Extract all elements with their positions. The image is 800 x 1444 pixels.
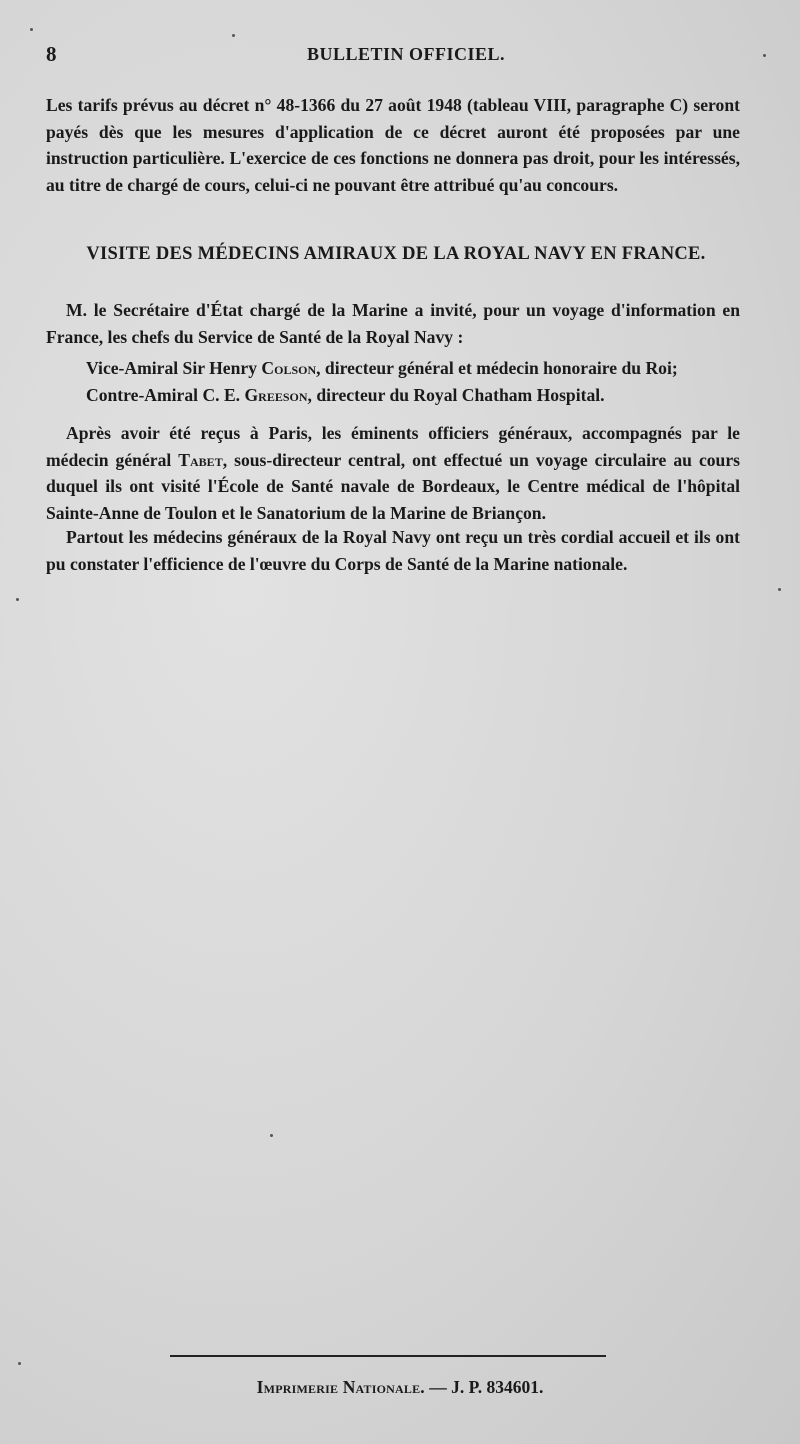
visit-text-end: , sous-directeur central, ont effectué un voyage circulaire au cours duquel ils ont visité l'École de Santé navale de Bordeaux, le Centre médical de l'hôpital Sainte-Anne de Toulon et le Sanatorium de la Marine de Briançon. [46,449,740,523]
section-title: VISITE DES MÉDECINS AMIRAUX DE LA ROYAL NAVY EN FRANCE. [86,244,706,264]
officer-role: , directeur général et médecin honoraire du Roi; [316,358,678,378]
paper-speck [232,34,235,37]
officer-list [86,355,740,408]
closing-paragraph: Partout les médecins généraux de la Royal Navy ont reçu un très cordial accueil et ils ont pu constater l'efficience de l'œuvre du Corps de Santé de la Marine nationale. [46,527,740,574]
page-number: 8 [46,42,57,66]
running-title: BULLETIN OFFICIEL. [306,44,506,64]
paper-speck [763,54,766,57]
visit-text-start: Après avoir été reçus à Paris, les éminents officiers généraux, accompagnés par le médecin général [46,423,740,470]
paper-speck [270,1134,273,1137]
officer-entry [86,382,740,409]
visit-paragraph [46,420,740,526]
footer-rule [170,1355,606,1357]
paper-speck [30,28,33,31]
printer-imprint [0,1377,800,1398]
page-header [46,42,766,72]
print-reference: J. P. 834601. [451,1377,544,1397]
officer-name: Colson [261,358,317,378]
imprint-separator: — [424,1377,452,1397]
officer-entry [86,355,740,382]
paper-speck [778,588,781,591]
invitation-paragraph: M. le Secrétaire d'État chargé de la Marine a invité, pour un voyage d'information en France, les chefs du Service de Santé de la Royal Navy : [46,300,740,347]
printer-name: Imprimerie Nationale. [256,1377,425,1397]
visit-name: Tabet [178,449,223,470]
officer-rank: Contre-Amiral C. E. [86,384,245,405]
officer-name: Greeson [244,384,308,405]
paper-speck [18,1362,21,1365]
officer-rank: Vice-Amiral Sir Henry [86,358,262,378]
paper-speck [16,598,19,601]
officer-role: , directeur du Royal Chatham Hospital. [307,384,605,405]
intro-paragraph: Les tarifs prévus au décret n° 48-1366 du 27 août 1948 (tableau VIII, paragraphe C) seront payés dès que les mesures d'application de ce décret auront été proposées par une instruction particulière. L'exercice de ces fonctions ne donnera pas droit, pour les intéressés, au titre de chargé de cours, celui-ci ne pouvant être attribué qu'au concours. [46,95,740,195]
